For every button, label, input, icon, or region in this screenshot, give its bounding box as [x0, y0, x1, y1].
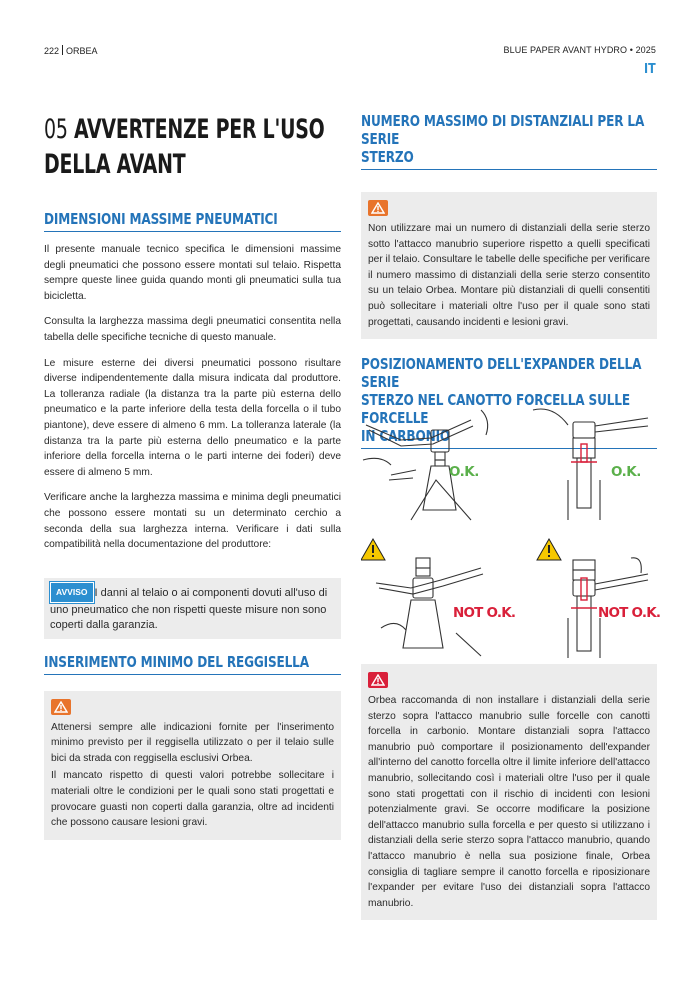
right-column	[361, 112, 657, 449]
title-line-2: DELLA AVANT	[44, 149, 186, 180]
document-title: BLUE PAPER AVANT HYDRO • 2025	[503, 45, 656, 55]
seatpost-heading: INSERIMENTO MINIMO DEL REGGISELLA	[44, 652, 309, 671]
page-header-left	[44, 45, 98, 56]
expander-warning-box	[361, 664, 657, 920]
ok-stem-illustration-1	[361, 400, 511, 530]
spacers-heading-rule	[361, 169, 657, 170]
seatpost-warning-box	[44, 691, 341, 840]
tires-paragraph-4: Verificare anche la larghezza massima e minima degli pneumatici che possono essere montati su un determinato cerchio a seconda della sua larghezza interna. Verificare i dati sulla compatibilità nella documentazione del produttore:	[44, 492, 341, 551]
danger-triangle-icon	[368, 672, 388, 688]
title-line-1: AVVERTENZE PER L'USO	[74, 114, 325, 145]
notice-text: I danni al telaio o ai componenti dovuti all'uso di uno pneumatico che non rispetti queste misure non sono coperti dalla garanzia.	[50, 586, 328, 631]
notok-label-2: NOT O.K.	[598, 605, 661, 621]
ok-label-2: O.K.	[611, 464, 641, 480]
expander-heading-line-2: STERZO NEL CANOTTO FORCELLA SULLE FORCELLE	[361, 391, 630, 428]
seatpost-paragraph-1: Attenersi sempre alle indicazioni fornite per l'inserimento minimo previsto per il reggisella utilizzato o per il telaio sulle bici da strada con reggisella esclusivi Orbea.	[51, 721, 334, 764]
seatpost-paragraph-2: Il mancato rispetto di questi valori potrebbe sollecitare i materiali oltre le condizioni per le quali sono stati progettati e provocare guasti non coperti dalla garanzia, oltre ad incidenti che possono causare lesioni gravi.	[51, 770, 334, 829]
tires-paragraph-2: Consulta la larghezza massima degli pneumatici consentita nella tabella delle specifiche tecniche di questo manuale.	[44, 316, 341, 343]
tires-paragraph-3: Le misure esterne dei diversi pneumatici possono risultare diverse indipendentemente dalla misura indicata dal produttore. La tolleranza radiale (la distanza tra la parte più esterna dello pneumatico e la parte inferiore della testa della forcella o il tubo piantone), deve essere di almeno 6 mm. La tolleranza laterale (la distanza tra la parte più esterna dello pneumatico e la parte inferiore della forcella interna o le parti interne dei foderi) deve essere di almeno 5 mm.	[44, 357, 341, 478]
page-title	[44, 112, 340, 182]
notice-badge: AVVISO	[50, 582, 94, 603]
chapter-number: 05	[44, 114, 68, 145]
notok-cutaway-illustration-1	[513, 538, 663, 660]
spacers-heading-line-1: NUMERO MASSIMO DI DISTANZIALI PER LA SERIE	[361, 112, 645, 148]
left-column	[44, 112, 341, 840]
header-divider	[62, 45, 63, 55]
tires-heading: DIMENSIONI MASSIME PNEUMATICI	[44, 210, 278, 228]
notok-stem-illustration-1	[361, 538, 511, 660]
expander-paragraph: Orbea raccomanda di non installare i distanziali della serie sterzo sopra l'attacco manubrio sulle forcelle con canotti forcella in carbonio. Montare distanziali sopra l'attacco manubrio può comportare il posizionamento dell'expander all'interno del canotto forcella oltre il limite inferiore dell'attacco manubrio, sollecitando così i materiali oltre l'uso per il quale sono stati progettati con il rischio di incidenti con lesioni potenzialmente gravi. Se occorre modificare la posizione dell'attacco manubrio sulla forcella e per questo si utilizzano i distanziali della serie sterzo sopra l'attacco manubrio, quando l'attacco manubrio è nella sua posizione finale, Orbea consiglia di tagliare sempre il canotto forcella e riposizionare l'expander per evitare l'uso dei distanziali sopra l'attacco manubrio.	[368, 695, 650, 909]
expander-heading-line-1: POSIZIONAMENTO DELL'EXPANDER DELLA SERIE	[361, 355, 642, 392]
expander-illustration-grid	[361, 400, 661, 660]
language-code: IT	[644, 62, 656, 77]
ok-label-1: O.K.	[449, 464, 479, 480]
expander-heading-line-3: IN CARBONIO	[361, 427, 451, 446]
spacers-paragraph: Non utilizzare mai un numero di distanziali della serie sterzo sotto l'attacco manubrio superiore rispetto a quelli specificati per il telaio. Consultare le tabelle delle specifiche per verificare il numero massimo di distanziali della serie sterzo consentito su un telaio Orbea. Montare più distanziali di quelli consentiti può sollecitare i materiali oltre l'uso per il quale sono stati progettati, causando incidenti e lesioni gravi.	[368, 223, 651, 328]
seatpost-heading-rule	[44, 674, 341, 675]
tires-heading-rule	[44, 231, 341, 232]
spacers-heading	[361, 112, 657, 166]
page-number: 222	[44, 46, 60, 56]
spacers-warning-box	[361, 192, 657, 339]
tires-notice-box	[44, 578, 341, 639]
notok-label-1: NOT O.K.	[453, 605, 516, 621]
brand-name: ORBEA	[66, 46, 98, 56]
tires-paragraph-1: Il presente manuale tecnico specifica le dimensioni massime degli pneumatici che possono essere montati sul telaio. Rispetta sempre queste linee guida quando monti gli pneumatici sulla tua bicicletta.	[44, 244, 341, 302]
spacers-heading-line-2: STERZO	[361, 148, 414, 166]
warning-triangle-icon	[368, 200, 388, 216]
warning-triangle-icon	[51, 699, 71, 715]
